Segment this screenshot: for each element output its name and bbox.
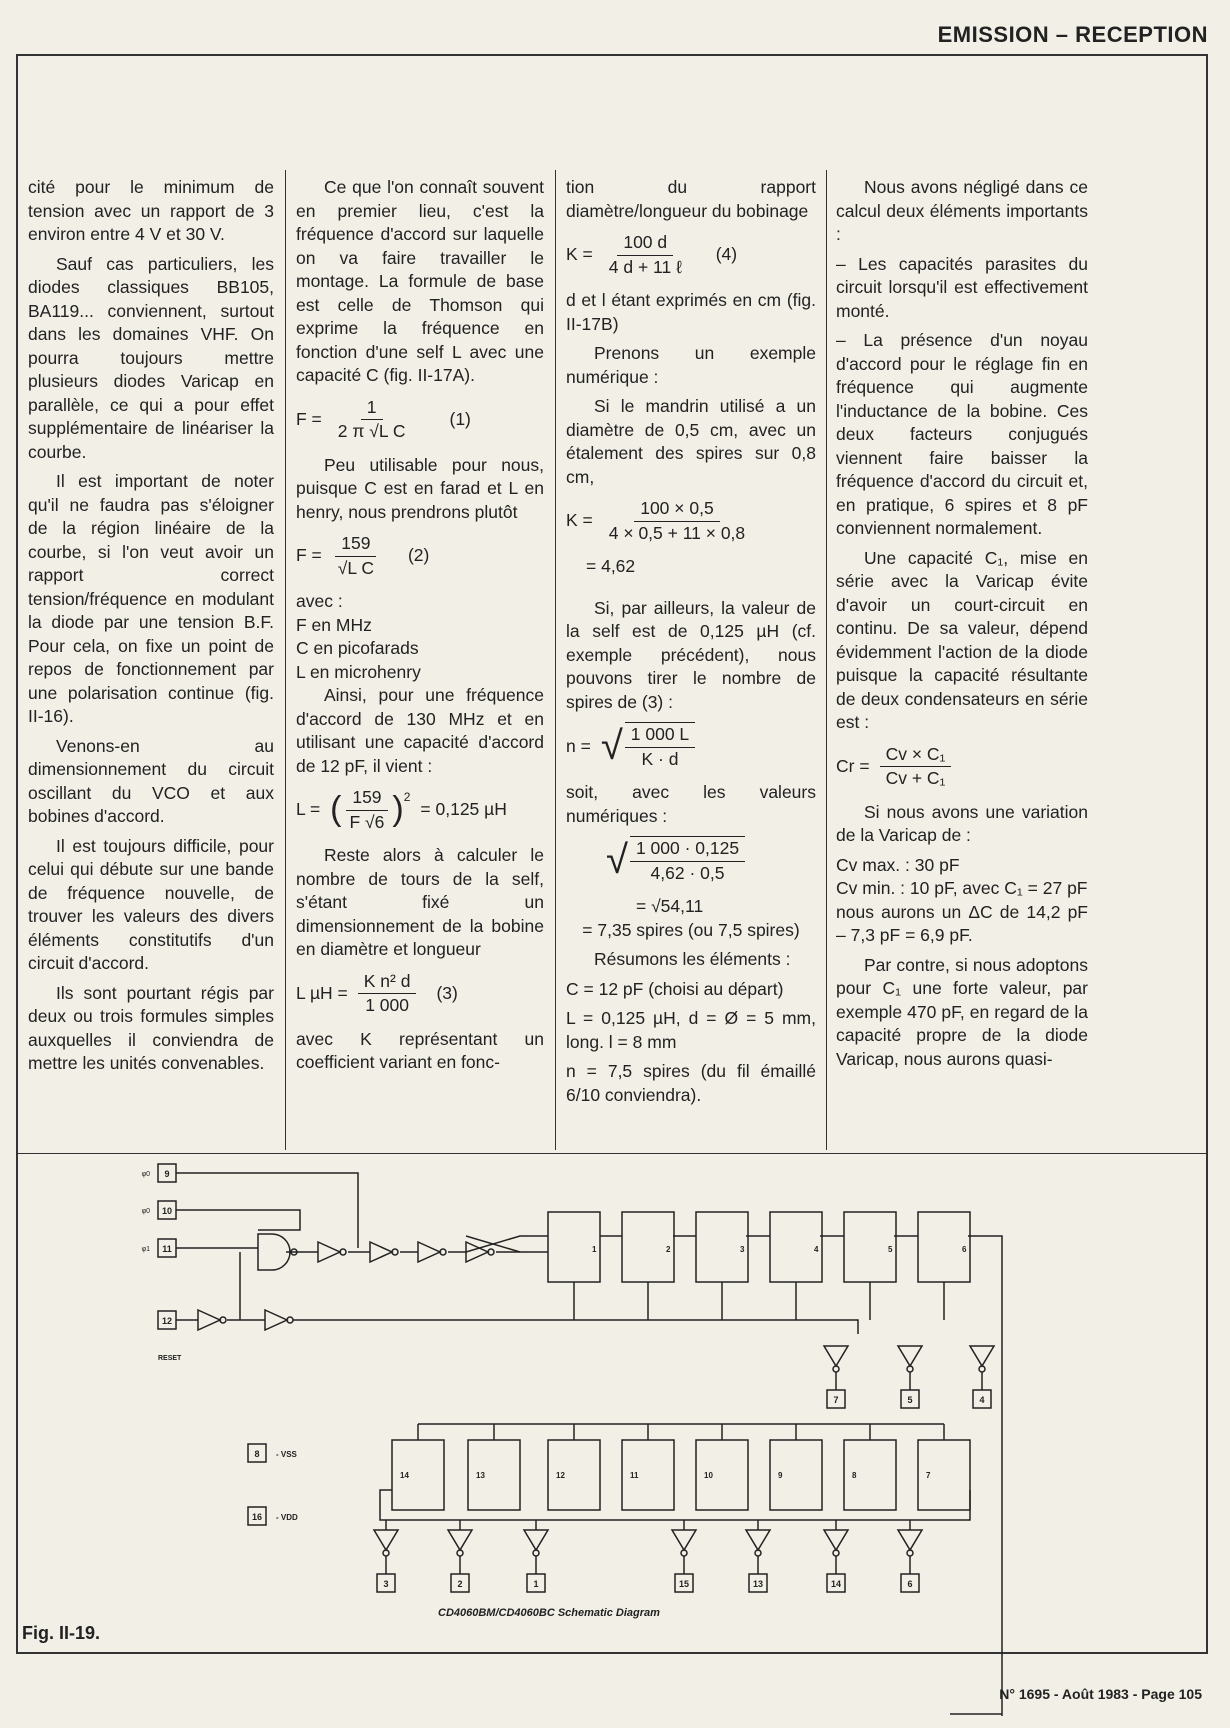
paragraph: Venons-en au dimensionnement du circuit oscillant du VCO et aux bobines d'accord. xyxy=(28,735,274,826)
paragraph: C = 12 pF (choisi au départ) xyxy=(566,978,784,999)
output-buffer xyxy=(824,1346,848,1366)
schematic-wires xyxy=(176,1173,1002,1716)
input-pin-number: 9 xyxy=(164,1169,170,1179)
output-buffer xyxy=(898,1346,922,1366)
paragraph: – La présence d'un noyau d'accord pour le réglage fin en fréquence qui augmente l'inductance de la bobine. Ces deux facteurs conjugués viennent faire baisser la fréquence d'accord du circuit et, en pratique, 6 spires et 8 pF conviennent normalement. xyxy=(836,330,1088,538)
stage-number: 8 xyxy=(852,1471,857,1480)
eq-lhs: L = xyxy=(296,799,321,820)
paragraph: Résumons les éléments : xyxy=(594,949,791,969)
exponent: 2 xyxy=(403,790,411,804)
inverter xyxy=(466,1242,488,1262)
inverter xyxy=(318,1242,340,1262)
denominator: √L C xyxy=(337,557,374,578)
denominator: 4,62 · 0,5 xyxy=(650,862,725,883)
reset-label: RESET xyxy=(158,1355,182,1362)
paragraph: Ainsi, pour une fréquence d'accord de 130 MHz et en utilisant une capacité d'accord de 12 pF, il vient : xyxy=(296,685,544,776)
inverter xyxy=(198,1310,220,1330)
paragraph: Il est toujours difficile, pour celui qui débute sur une bande de fréquence nouvelle, de trouver les valeurs des divers éléments constitutifs d'un circuit d'accord. xyxy=(28,835,274,973)
numerator: 1 000 L xyxy=(625,723,695,748)
unit-line: F en MHz xyxy=(296,614,372,635)
paragraph: avec K représentant un coefficient variant en fonc- xyxy=(296,1028,544,1072)
eq-tag: (1) xyxy=(449,408,471,429)
paren-open: ( xyxy=(330,790,342,829)
paragraph: soit, avec les valeurs numériques : xyxy=(566,782,816,826)
unit-line: L en microhenry xyxy=(296,661,421,682)
numerator: Cv × C₁ xyxy=(880,743,952,768)
output-buffer xyxy=(448,1530,472,1550)
page-footer: N° 1695 - Août 1983 - Page 105 xyxy=(999,1686,1202,1702)
output-pin-number: 14 xyxy=(830,1579,842,1589)
output-buffer xyxy=(374,1530,398,1550)
denominator: 4 d + 11 ℓ xyxy=(608,256,682,277)
vdd-label: - VDD xyxy=(276,1513,298,1522)
paragraph: nous aurons un ΔC de 14,2 pF – 7,3 pF = 6,9 pF. xyxy=(836,901,1088,945)
numerator: 159 xyxy=(335,532,376,557)
output-pin-number: 2 xyxy=(457,1579,463,1589)
text-line: Cv max. : 30 pF xyxy=(836,854,960,875)
paragraph: Si le mandrin utilisé a un diamètre de 0,5 cm, avec un étalement des spires sur 0,8 cm, xyxy=(566,396,816,487)
eq-lhs: K = xyxy=(566,510,593,531)
eq-lhs: F = xyxy=(296,545,322,566)
input-pin-label: φ0 xyxy=(141,1208,150,1215)
paragraph: d et l étant exprimés en cm (fig. II-17B) xyxy=(566,290,816,334)
denominator: K · d xyxy=(641,748,679,769)
output-buffer xyxy=(672,1530,696,1550)
text-line: avec : xyxy=(296,591,343,611)
input-pin-number: 11 xyxy=(162,1244,172,1254)
output-buffer xyxy=(824,1530,848,1550)
paragraph: Reste alors à calculer le nombre de tours de la self, s'étant fixé un dimensionnement de la bobine en diamètre et longueur xyxy=(296,845,544,959)
vdd-pin-number: 16 xyxy=(251,1512,263,1522)
paragraph: Peu utilisable pour nous, puisque C est en farad et L en henry, nous prendrons plutôt xyxy=(296,454,544,522)
sqrt-sign: √ xyxy=(600,723,623,768)
eq-result: = 7,35 spires (ou 7,5 spires) xyxy=(582,919,800,940)
stage-number: 7 xyxy=(926,1471,931,1480)
paragraph: L = 0,125 µH, d = Ø = 5 mm, long. l = 8 mm xyxy=(566,1008,816,1052)
input-pin-label: φ0 xyxy=(141,1171,150,1178)
denominator: 1 000 xyxy=(365,995,409,1015)
numerator: 100 × 0,5 xyxy=(634,497,719,522)
paragraph: Il est important de noter qu'il ne faudra pas s'éloigner de la région linéaire de la courbe, si l'on veut avoir un rapport correct tension/fréquence en modulant la diode par une tension B.F. Pour cela, on fixe un point de repos de fonctionnement par une polarisation continue (fig. II-16). xyxy=(28,471,274,726)
paragraph: Par contre, si nous adoptons pour C₁ une forte valeur, par exemple 470 pF, en regard de la capacité propre de la diode Varicap, nous aurons quasi- xyxy=(836,954,1088,1069)
nand-gate xyxy=(258,1234,290,1270)
eq-lhs: K = xyxy=(566,244,593,265)
stage-number: 9 xyxy=(778,1471,783,1480)
eq-lhs: L µH = xyxy=(296,982,348,1003)
inverter xyxy=(370,1242,392,1262)
output-buffer xyxy=(746,1530,770,1550)
vss-label: - VSS xyxy=(276,1450,297,1459)
numerator: 1 xyxy=(361,396,383,421)
eq-result: = 4,62 xyxy=(586,556,636,576)
output-pin-number: 7 xyxy=(833,1395,839,1405)
stage-number: 4 xyxy=(814,1245,819,1254)
stage-number: 13 xyxy=(476,1471,485,1480)
inverter xyxy=(265,1310,287,1330)
output-pin-number: 1 xyxy=(533,1579,539,1589)
paragraph: n = 7,5 spires (du fil émaillé 6/10 conviendra). xyxy=(566,1061,816,1105)
eq-tag: (3) xyxy=(436,982,458,1003)
paragraph: Prenons un exemple numérique : xyxy=(566,343,816,387)
output-pin-number: 6 xyxy=(907,1579,913,1589)
numerator: 159 xyxy=(346,786,387,811)
vss-pin-number: 8 xyxy=(254,1449,260,1459)
stage-number: 10 xyxy=(704,1471,713,1480)
output-pin-number: 15 xyxy=(678,1579,690,1589)
paragraph: cité pour le minimum de tension avec un rapport de 3 environ entre 4 V et 30 V. xyxy=(28,177,274,244)
denominator: Cv + C₁ xyxy=(885,768,946,788)
numerator: K n² d xyxy=(358,970,417,995)
output-buffer xyxy=(970,1346,994,1366)
paragraph: Ce que l'on connaît souvent en premier lieu, c'est la fréquence d'accord sur laquelle on va faire travailler le montage. La formule de base est celle de Thomson qui exprime la fréquence en fonction d'une self L avec une capacité C (fig. II-17A). xyxy=(296,177,544,385)
unit-line: C en picofarads xyxy=(296,638,419,658)
input-pin-number: 10 xyxy=(161,1206,173,1216)
paren-close: ) xyxy=(392,790,404,829)
eq-lhs: n = xyxy=(566,735,591,756)
paragraph: – Les capacités parasites du circuit lorsqu'il est effectivement monté. xyxy=(836,253,1088,321)
numerator: 1 000 · 0,125 xyxy=(630,837,745,862)
input-pin-number: 12 xyxy=(161,1316,173,1326)
eq-lhs: F = xyxy=(296,408,322,429)
paragraph: Sauf cas particuliers, les diodes classiques BB105, BA119... conviennent, surtout dans les domaines VHF. On pourra toujours mettre plusieurs diodes Varicap en parallèle, ce qui a pour effet supplémentaire de linéariser la courbe. xyxy=(28,253,274,462)
text-line: Cv min. : 10 pF, avec C₁ = 27 pF xyxy=(836,878,1088,898)
denominator: F √6 xyxy=(349,811,385,832)
paragraph: Ils sont pourtant régis par deux ou trois formules simples auxquelles il conviendra de mettre les unités convenables. xyxy=(28,982,274,1073)
denominator: 2 π √L C xyxy=(337,421,406,441)
sqrt-sign: √ xyxy=(606,837,628,882)
stage-number: 11 xyxy=(630,1471,639,1480)
paragraph: tion du rapport diamètre/longueur du bobinage xyxy=(566,177,816,221)
eq-rhs: = 0,125 µH xyxy=(420,799,507,820)
output-buffer xyxy=(898,1530,922,1550)
eq-result: = √54,11 xyxy=(636,896,704,916)
eq-lhs: Cr = xyxy=(836,755,870,776)
inverter xyxy=(418,1242,440,1262)
output-pin-number: 5 xyxy=(907,1395,913,1405)
paragraph: Nous avons négligé dans ce calcul deux éléments importants : xyxy=(836,177,1088,244)
schematic-title: CD4060BM/CD4060BC Schematic Diagram xyxy=(438,1607,660,1619)
stage-number: 1 xyxy=(592,1245,597,1254)
paragraph: Si nous avons une variation de la Varicap de : xyxy=(836,801,1088,845)
stage-number: 3 xyxy=(740,1245,745,1254)
stage-number: 5 xyxy=(888,1245,893,1254)
paragraph: Une capacité C₁, mise en série avec la Varicap évite d'avoir un court-circuit en continu. De sa valeur, dépend évidemment l'action de la diode puisque la capacité résultante de deux condensateurs en série est : xyxy=(836,547,1088,732)
section-header: EMISSION – RECEPTION xyxy=(937,22,1208,47)
eq-tag: (4) xyxy=(715,244,738,265)
figure-label: Fig. II-19. xyxy=(22,1623,101,1643)
stage-number: 14 xyxy=(400,1471,409,1480)
eq-tag: (2) xyxy=(407,545,430,566)
output-pin-number: 13 xyxy=(752,1579,764,1589)
paragraph: Si, par ailleurs, la valeur de la self est de 0,125 µH (cf. exemple précédent), nous pouvons tirer le nombre de spires de (3) : xyxy=(566,597,816,712)
output-pin-number: 3 xyxy=(383,1579,389,1589)
stage-number: 6 xyxy=(962,1245,967,1254)
denominator: 4 × 0,5 + 11 × 0,8 xyxy=(608,522,746,543)
numerator: 100 d xyxy=(617,231,673,256)
stage-number: 2 xyxy=(666,1245,671,1254)
output-buffer xyxy=(524,1530,548,1550)
stage-number: 12 xyxy=(556,1471,565,1480)
output-pin-number: 4 xyxy=(979,1395,985,1405)
input-pin-label: φ1 xyxy=(141,1246,150,1253)
